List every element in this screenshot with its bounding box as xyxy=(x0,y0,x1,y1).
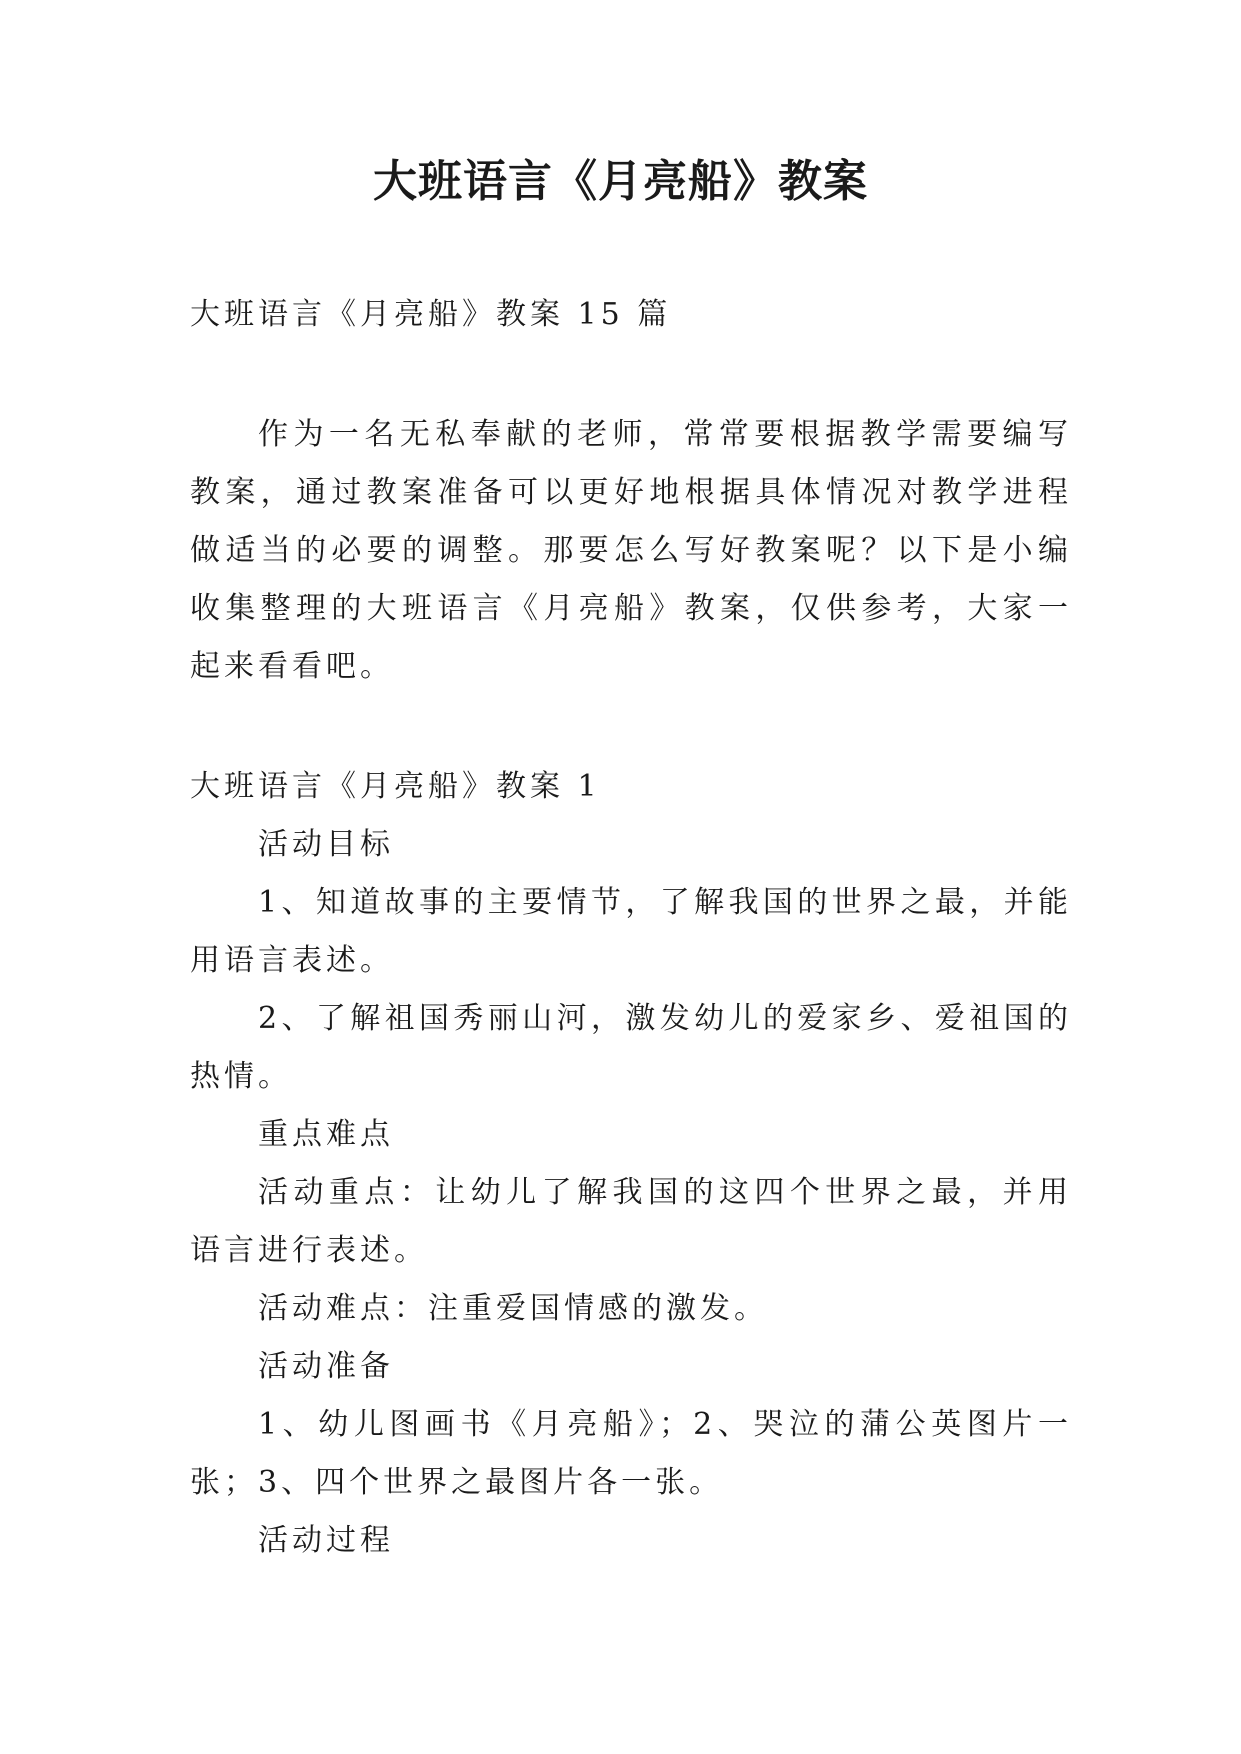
key-point-text: 活动重点：让幼儿了解我国的这四个世界之最，并用语言进行表述。 xyxy=(190,1175,1072,1268)
goal-item-1: 1、知道故事的主要情节，了解我国的世界之最，并能用语言表述。 xyxy=(190,885,1072,978)
difficulty-text: 活动难点：注重爱国情感的激发。 xyxy=(258,1291,768,1326)
document-title: 大班语言《月亮船》教案 xyxy=(373,156,868,207)
lesson-plan-section xyxy=(190,758,1072,1570)
goal-heading: 活动目标 xyxy=(258,827,394,862)
key-difficulty-heading: 重点难点 xyxy=(258,1117,394,1152)
process-heading: 活动过程 xyxy=(258,1523,394,1558)
goal-item-2: 2、了解祖国秀丽山河，激发幼儿的爱家乡、爱祖国的热情。 xyxy=(190,1001,1072,1094)
preparation-heading: 活动准备 xyxy=(258,1349,394,1384)
document-subtitle: 大班语言《月亮船》教案 15 篇 xyxy=(190,297,672,332)
section-heading: 大班语言《月亮船》教案 1 xyxy=(190,769,601,804)
preparation-items: 1、幼儿图画书《月亮船》；2、哭泣的蒲公英图片一张；3、四个世界之最图片各一张。 xyxy=(190,1407,1072,1500)
intro-paragraph: 作为一名无私奉献的老师，常常要根据教学需要编写教案，通过教案准备可以更好地根据具体情况对教学进程做适当的必要的调整。那要怎么写好教案呢？以下是小编收集整理的大班语言《月亮船》教案，仅供参考，大家一起来看看吧。 xyxy=(190,417,1072,684)
